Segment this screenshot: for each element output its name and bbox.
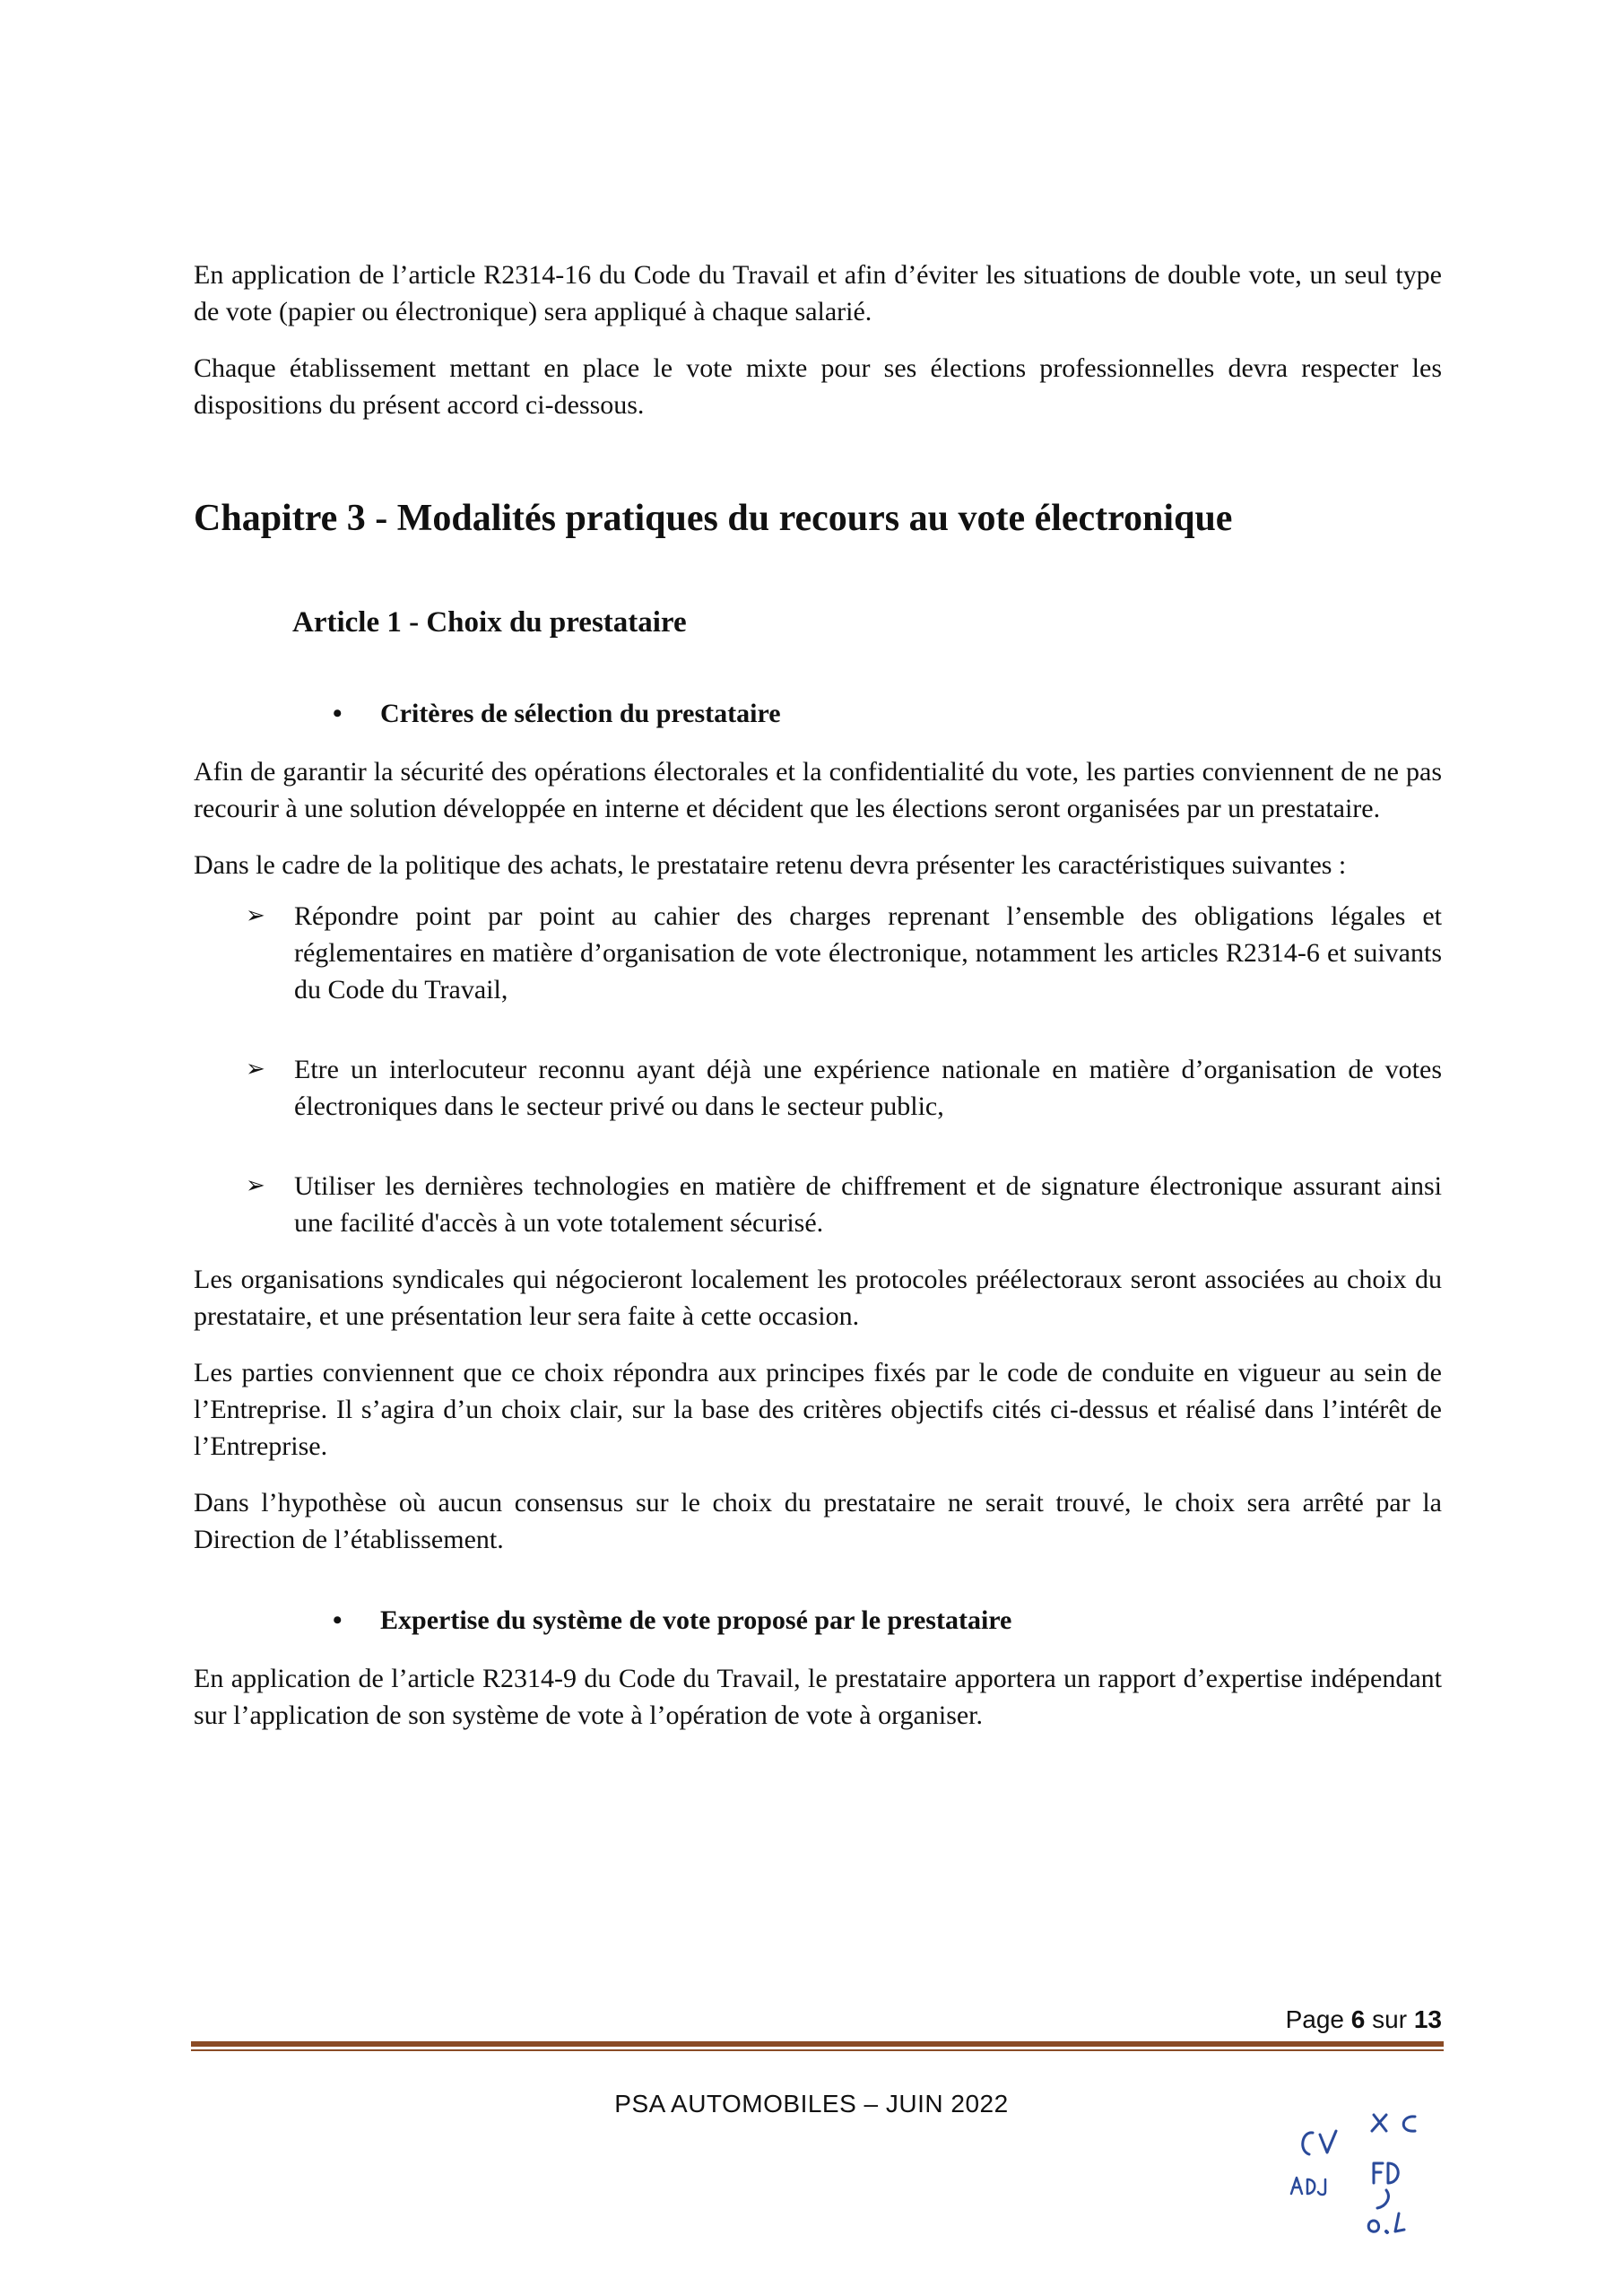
list-item-text: Répondre point par point au cahier des charges reprenant l’ensemble des obligations légales et réglementaires en matière d’organisation de vote électronique, notamment les articles R2314-6 et suivants du Code du Travail, bbox=[294, 901, 1442, 1004]
list-item-text: Etre un interlocuteur reconnu ayant déjà une expérience nationale en matière d’organisation de votes électroniques dans le secteur privé ou dans le secteur public, bbox=[294, 1055, 1442, 1121]
expertise-paragraph-1: En application de l’article R2314-9 du Code du Travail, le prestataire apportera un rapport d’expertise indépendant sur l’application de son système de vote à l’opération de vote à organiser. bbox=[194, 1664, 1442, 1730]
criteria-paragraph-2: Dans le cadre de la politique des achats, le prestataire retenu devra présenter les caractéristiques suivantes : bbox=[194, 850, 1347, 880]
footer-company: PSA AUTOMOBILES – JUIN 2022 bbox=[614, 2090, 1009, 2118]
article-title: Article 1 - Choix du prestataire bbox=[292, 606, 687, 639]
intro-paragraph-2: Chaque établissement mettant en place le vote mixte pour ses élections professionnelles devra respecter les dispositions du présent accord ci-dessous. bbox=[194, 353, 1442, 420]
footer-divider bbox=[191, 2041, 1444, 2047]
criteria-paragraph-5: Dans l’hypothèse où aucun consensus sur le choix du prestataire ne serait trouvé, le choix sera arrêté par la Direction de l’établissement. bbox=[194, 1488, 1442, 1554]
intro-paragraph-1: En application de l’article R2314-16 du Code du Travail et afin d’éviter les situations de double vote, un seul type de vote (papier ou électronique) sera appliqué à chaque salarié. bbox=[194, 260, 1442, 326]
section-heading-expertise bbox=[194, 1603, 1442, 1639]
criteria-paragraph-1: Afin de garantir la sécurité des opérations électorales et la confidentialité du vote, les parties conviennent de ne pas recourir à une solution développée en interne et décident que les élections seront organisées par un prestataire. bbox=[194, 757, 1442, 823]
criteria-paragraph-3: Les organisations syndicales qui négocieront localement les protocoles préélectoraux seront associées au choix du prestataire, et une présentation leur sera faite à cette occasion. bbox=[194, 1265, 1442, 1331]
page-current: 6 bbox=[1350, 2005, 1366, 2033]
page-number bbox=[1121, 2005, 1442, 2034]
criteria-paragraph-4: Les parties conviennent que ce choix répondra aux principes fixés par le code de conduite en vigueur au sein de l’Entreprise. Il s’agira d’un choix clair, sur la base des critères objectifs cités ci-dessus et réalisé dans l’intérêt de l’Entreprise. bbox=[194, 1358, 1442, 1461]
bullet-icon: • bbox=[333, 1605, 343, 1635]
section-heading-text: Expertise du système de vote proposé par le prestataire bbox=[380, 1605, 1012, 1635]
page-prefix: Page bbox=[1285, 2005, 1345, 2033]
arrow-bullet-icon: ➢ bbox=[246, 902, 265, 929]
list-item bbox=[194, 1051, 1442, 1125]
page-content bbox=[194, 257, 1442, 1753]
bullet-icon: • bbox=[333, 699, 343, 728]
section-heading-text: Critères de sélection du prestataire bbox=[380, 699, 781, 728]
arrow-bullet-icon: ➢ bbox=[246, 1172, 265, 1199]
criteria-list bbox=[194, 898, 1442, 1241]
handwritten-initials bbox=[1273, 2108, 1453, 2269]
list-item bbox=[194, 898, 1442, 1008]
arrow-bullet-icon: ➢ bbox=[246, 1056, 265, 1083]
list-item bbox=[194, 1168, 1442, 1241]
chapter-title: Chapitre 3 - Modalités pratiques du recours au vote électronique bbox=[194, 498, 1233, 539]
list-item-text: Utiliser les dernières technologies en matière de chiffrement et de signature électronique assurant ainsi une facilité d'accès à un vote totalement sécurisé. bbox=[294, 1171, 1442, 1238]
footer-divider-thin bbox=[191, 2049, 1444, 2051]
page-separator: sur bbox=[1372, 2005, 1408, 2033]
page-total: 13 bbox=[1413, 2005, 1442, 2033]
section-heading-criteria bbox=[194, 696, 1442, 732]
